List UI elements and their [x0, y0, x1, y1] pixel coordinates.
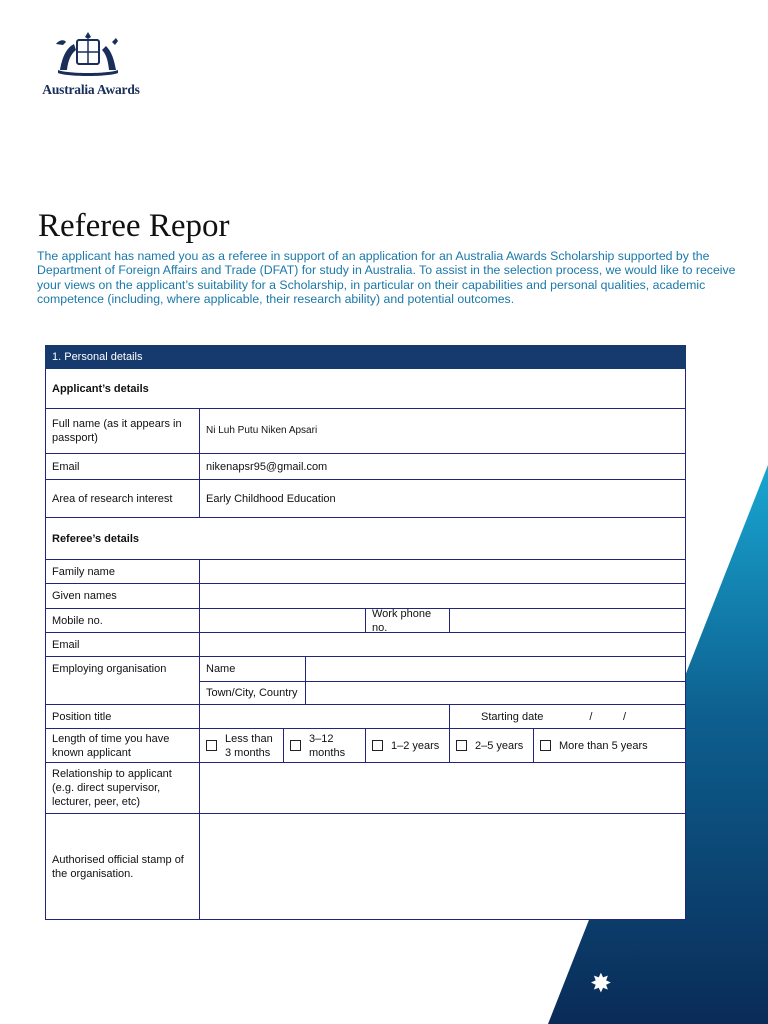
position-field[interactable] — [199, 705, 449, 728]
email-field[interactable]: nikenapsr95@gmail.com — [199, 454, 685, 479]
intro-paragraph: The applicant has named you as a referee in support of an application for an Australia Awards Scholarship supported by the Department of Foreign Affairs and Trade (DFAT) for study in Australia. To assist in the selection process, we would like to receive your views on the applicant’s suitability for a Scholarship, in particular on their capabilities and personal qualities, academic competence (including, where applicable, their research ability) and potential outcomes. — [37, 249, 736, 306]
length-option-5[interactable] — [533, 729, 685, 762]
stamp-area[interactable] — [199, 814, 685, 919]
research-row — [45, 480, 686, 518]
length-option-3[interactable] — [365, 729, 449, 762]
full-name-row — [45, 409, 686, 454]
length-option-2-label: 3–12 months — [309, 732, 346, 759]
employer-name-row — [199, 657, 685, 682]
starting-date-label: Starting date — [481, 710, 544, 723]
checkbox-icon[interactable] — [540, 740, 551, 751]
given-names-row — [45, 584, 686, 609]
starting-date-separators: / / — [589, 710, 627, 723]
length-row — [45, 729, 686, 763]
work-phone-label: Work phone no. — [365, 609, 449, 632]
section-title: 1. Personal details — [52, 350, 143, 363]
referee-email-row — [45, 633, 686, 657]
length-option-2[interactable] — [283, 729, 365, 762]
referee-heading: Referee’s details — [52, 532, 140, 545]
stamp-row — [45, 814, 686, 920]
research-label: Area of research interest — [52, 492, 173, 505]
employer-town-row — [199, 681, 685, 704]
position-label: Position title — [52, 710, 112, 723]
mobile-label: Mobile no. — [52, 614, 103, 627]
stamp-label: Authorised official stamp of the organisation. — [52, 853, 184, 880]
length-option-5-label: More than 5 years — [559, 739, 648, 752]
employer-label: Employing organisation — [52, 663, 167, 675]
length-option-4[interactable] — [449, 729, 533, 762]
length-option-1[interactable] — [199, 729, 283, 762]
research-field[interactable]: Early Childhood Education — [199, 480, 685, 517]
relationship-row — [45, 763, 686, 814]
checkbox-icon[interactable] — [290, 740, 301, 751]
applicant-heading: Applicant’s details — [52, 382, 149, 395]
checkbox-icon[interactable] — [456, 740, 467, 751]
personal-details-form — [45, 345, 686, 920]
referee-email-label: Email — [52, 638, 80, 651]
length-option-1-label: Less than 3 months — [225, 732, 273, 759]
brand-name: Australia Awards — [42, 82, 140, 97]
family-name-field[interactable] — [199, 560, 685, 583]
employer-town-field[interactable] — [305, 681, 685, 704]
relationship-field[interactable] — [199, 763, 685, 813]
checkbox-icon[interactable] — [206, 740, 217, 751]
section-header — [45, 345, 686, 369]
given-names-field[interactable] — [199, 584, 685, 608]
length-option-3-label: 1–2 years — [391, 739, 440, 752]
length-label: Length of time you have known applicant — [52, 732, 170, 759]
coat-of-arms-icon — [50, 30, 126, 80]
checkbox-icon[interactable] — [372, 740, 383, 751]
email-label: Email — [52, 460, 80, 473]
employer-town-label: Town/City, Country — [206, 686, 298, 699]
referee-email-field[interactable] — [199, 633, 685, 656]
star-icon: ✸ — [590, 968, 612, 998]
email-row — [45, 454, 686, 480]
full-name-field[interactable]: Ni Luh Putu Niken Apsari — [199, 409, 685, 453]
position-row — [45, 705, 686, 729]
applicant-heading-row — [45, 369, 686, 409]
employer-row — [45, 657, 686, 705]
page-title: Referee Repor — [38, 208, 230, 244]
phone-row — [45, 609, 686, 633]
given-names-label: Given names — [52, 590, 117, 602]
family-name-row — [45, 560, 686, 584]
work-phone-field[interactable] — [449, 609, 685, 632]
employer-name-label: Name — [206, 663, 236, 675]
full-name-label: Full name (as it appears in passport) — [52, 418, 182, 444]
family-name-label: Family name — [52, 565, 115, 578]
referee-heading-row — [45, 518, 686, 560]
length-option-4-label: 2–5 years — [475, 739, 524, 752]
employer-name-field[interactable] — [305, 657, 685, 681]
starting-date-field[interactable] — [449, 705, 685, 728]
australia-awards-logo — [36, 30, 146, 98]
relationship-label: Relationship to applicant (e.g. direct supervisor, lecturer, peer, etc) — [52, 768, 172, 808]
mobile-field[interactable] — [199, 609, 365, 632]
